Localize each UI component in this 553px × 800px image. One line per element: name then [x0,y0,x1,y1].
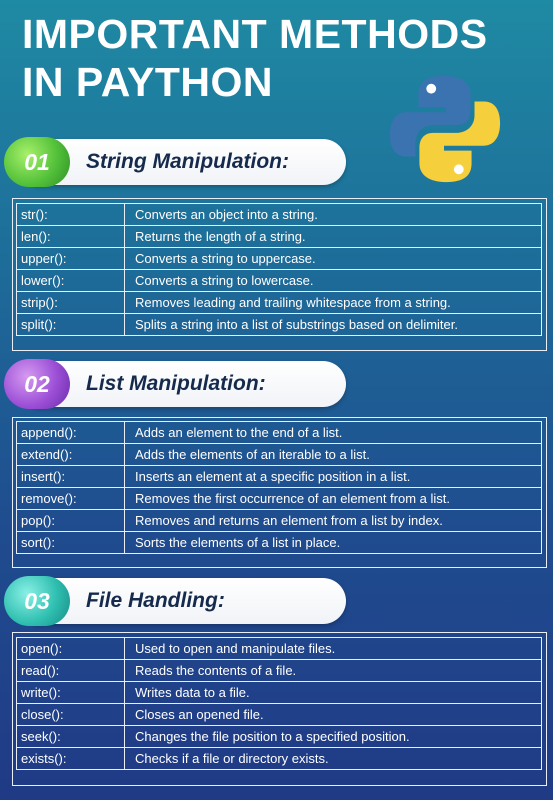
section-title-pill [34,139,346,185]
method-description: Adds an element to the end of a list. [125,422,542,444]
method-description: Removes leading and trailing whitespace from a string. [125,292,542,314]
section-number: 03 [24,588,50,614]
method-description: Returns the length of a string. [125,226,542,248]
table-row [17,510,542,532]
table-row [17,466,542,488]
section-header-file [4,576,344,626]
method-description: Writes data to a file. [125,682,542,704]
method-description: Changes the file position to a specified position. [125,726,542,748]
method-description: Removes the first occurrence of an element from a list. [125,488,542,510]
method-description: Reads the contents of a file. [125,660,542,682]
table-row [17,748,542,770]
method-description: Splits a string into a list of substrings based on delimiter. [125,314,542,336]
method-name: append(): [17,422,125,444]
table-row [17,532,542,554]
table-row [17,704,542,726]
table-row [17,226,542,248]
method-name: len(): [17,226,125,248]
section-number-badge [4,137,70,187]
table-row [17,248,542,270]
method-name: seek(): [17,726,125,748]
method-description: Used to open and manipulate files. [125,638,542,660]
method-name: extend(): [17,444,125,466]
file-methods-table [16,637,542,770]
table-row [17,726,542,748]
method-name: read(): [17,660,125,682]
method-description: Converts a string to lowercase. [125,270,542,292]
title-line-1: IMPORTANT METHODS [22,11,488,57]
table-row [17,660,542,682]
method-name: split(): [17,314,125,336]
method-name: str(): [17,204,125,226]
table-row [17,292,542,314]
method-name: insert(): [17,466,125,488]
method-description: Converts a string to uppercase. [125,248,542,270]
method-description: Converts an object into a string. [125,204,542,226]
section-title: List Manipulation: [86,372,266,395]
section-number: 01 [24,149,50,175]
method-description: Closes an opened file. [125,704,542,726]
table-row [17,682,542,704]
method-name: close(): [17,704,125,726]
python-logo-icon [386,70,504,188]
method-name: sort(): [17,532,125,554]
table-row [17,638,542,660]
method-name: exists(): [17,748,125,770]
section-number: 02 [24,371,50,397]
table-row [17,444,542,466]
table-row [17,422,542,444]
section-title-pill [34,578,346,624]
section-number-badge [4,576,70,626]
section-title: String Manipulation: [86,150,289,173]
method-description: Inserts an element at a specific position in a list. [125,466,542,488]
method-description: Adds the elements of an iterable to a list. [125,444,542,466]
method-name: pop(): [17,510,125,532]
section-title-pill [34,361,346,407]
method-name: strip(): [17,292,125,314]
title-line-2: IN PAYTHON [22,59,274,105]
table-row [17,488,542,510]
table-row [17,204,542,226]
method-description: Sorts the elements of a list in place. [125,532,542,554]
section-header-list [4,359,344,409]
table-row [17,314,542,336]
method-name: remove(): [17,488,125,510]
string-methods-table [16,203,542,336]
method-name: lower(): [17,270,125,292]
method-name: write(): [17,682,125,704]
section-number-badge [4,359,70,409]
list-methods-table [16,421,542,554]
method-description: Checks if a file or directory exists. [125,748,542,770]
table-row [17,270,542,292]
method-name: upper(): [17,248,125,270]
method-name: open(): [17,638,125,660]
method-description: Removes and returns an element from a list by index. [125,510,542,532]
section-title: File Handling: [86,589,225,612]
section-header-string [4,137,344,187]
